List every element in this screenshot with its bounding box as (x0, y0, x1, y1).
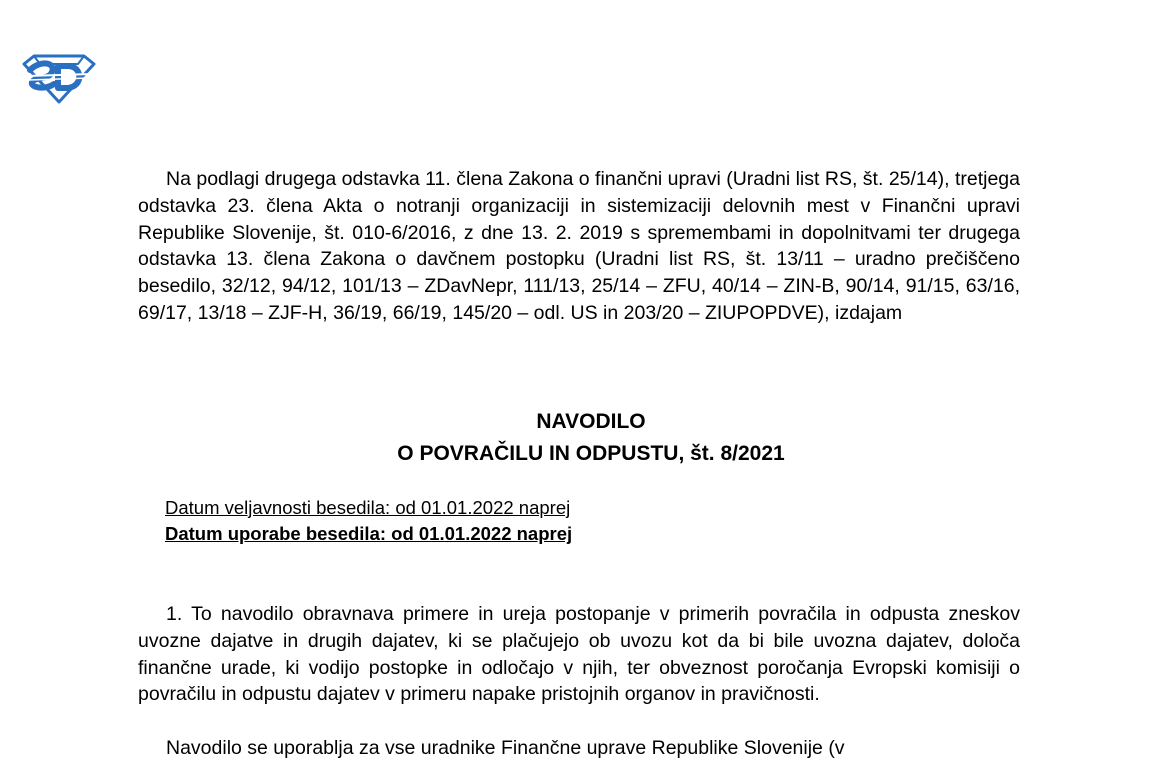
intro-paragraph: Na podlagi drugega odstavka 11. člena Zakona o finančni upravi (Uradni list RS, št. 25/14), tretjega odstavka 23. člena Akta o notranji organizaciji in sistemizaciji delovnih mest v Finančni upravi Republike Slovenije, št. 010-6/2016, z dne 13. 2. 2019 s spremembami in dopolnitvami ter drugega odstavka 13. člena Zakona o davčnem postopku (Uradni list RS, št. 13/11 – uradno prečiščeno besedilo, 32/12, 94/12, 101/13 – ZDavNepr, 111/13, 25/14 – ZFU, 40/14 – ZIN-B, 90/14, 91/15, 63/16, 69/17, 13/18 – ZJF-H, 36/19, 66/19, 145/20 – odl. US in 203/20 – ZIUPOPDVE), izdajam (138, 168, 1020, 324)
body-paragraph-1: 1. To navodilo obravnava primere in ureja postopanje v primerih povračila in odpusta zneskov uvozne dajatve in drugih dajatev, ki se plačujejo ob uvozu kot da bi bile uvozna dajatev, določa finančne urade, ki vodijo postopke in odločajo v njih, ter obveznost poročanja Evropski komisiji o povračilu in odpustu dajatev v primeru napake pristojnih organov in pravičnosti. (138, 603, 1020, 706)
fu-rs-logo-icon (22, 50, 96, 104)
validity-dates (165, 495, 572, 547)
title-line-1: NAVODILO (536, 410, 646, 433)
body-paragraph-2: Navodilo se uporablja za vse uradnike Finančne uprave Republike Slovenije (v (166, 737, 845, 759)
document-title (138, 406, 1044, 470)
valid-from-date: Datum veljavnosti besedila: od 01.01.2022 naprej (165, 497, 571, 518)
use-from-date: Datum uporabe besedila: od 01.01.2022 naprej (165, 523, 573, 544)
title-line-2: O POVRAČILU IN ODPUSTU, št. 8/2021 (397, 442, 785, 465)
